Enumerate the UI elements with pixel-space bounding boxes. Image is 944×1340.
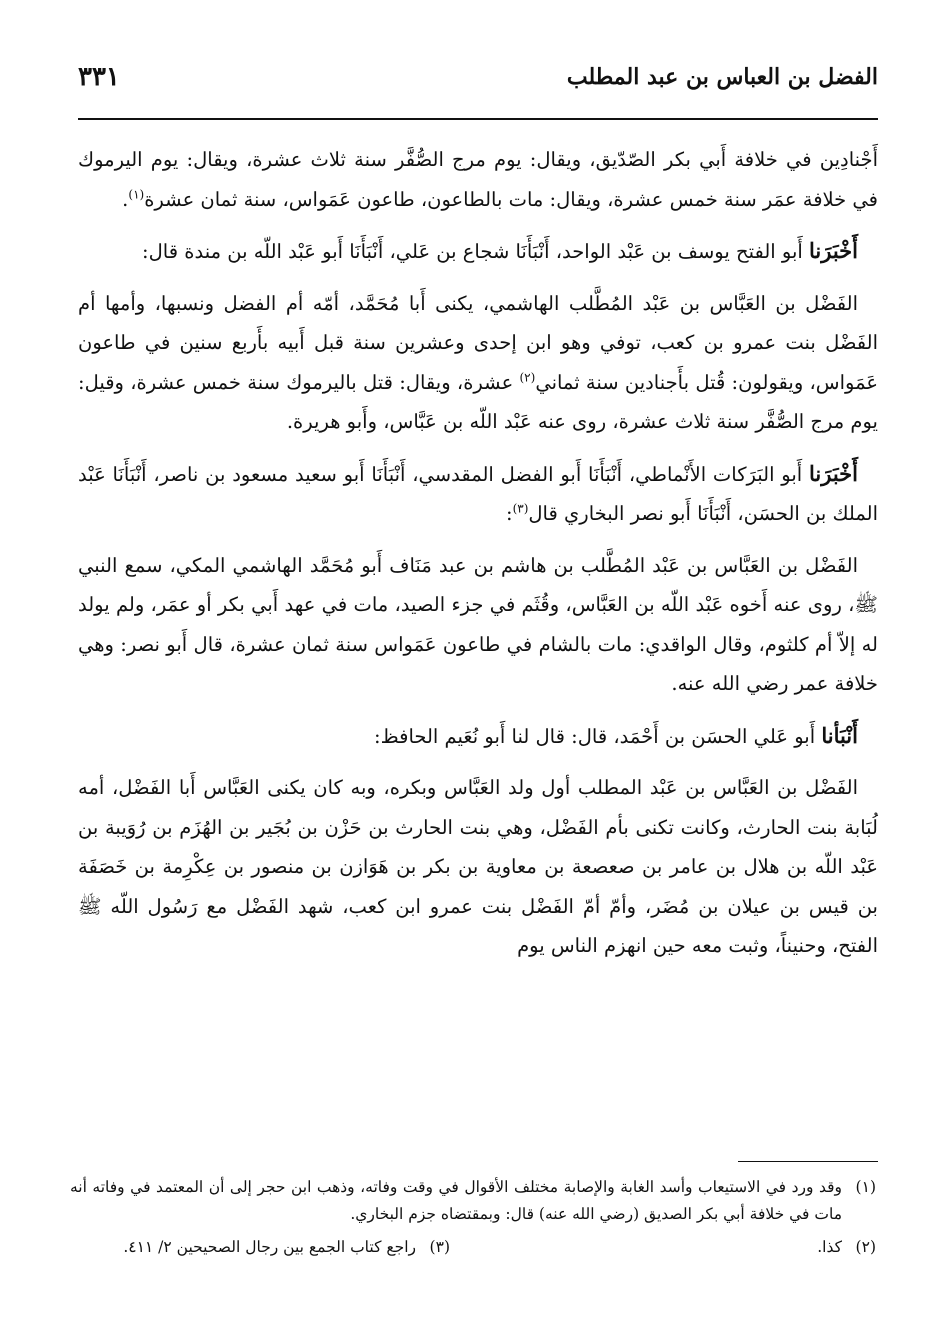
- header-rule: [78, 118, 878, 120]
- paragraph-text: أَبو البَرَكات الأَنْماطي، أَنْبَأَنَا أَبو الفضل المقدسي، أَنْبَأَنَا أَبو سعيد مسعود بن ناصر، أَنْبَأَنَا عَبْد الملك بن الحسَن، أَنْبَأَنَا أَبو نصر البخاري قال: [78, 462, 878, 525]
- paragraph-tail: عشرة، ويقال: قتل باليرموك سنة خمس عشرة، وقيل: يوم مرج الصُّفَّر سنة ثلاث عشرة، روى عنه عَبْد اللّه بن عَبَّاس، وأَبو هريرة.: [78, 370, 878, 433]
- page-header: [78, 62, 878, 102]
- paragraph-tail: :: [505, 502, 513, 525]
- isnad-paragraph: [78, 454, 878, 534]
- footnote-text: وقد ورد في الاستيعاب وأسد الغابة والإصابة مختلف الأقوال في وقت وفاته، وذهب ابن حجر إلى أن المعتمد في وفاته أنه مات في خلافة أبي بكر الصديق (رضي الله عنه) قال: وبمقتضاه جزم البخاري.: [70, 1178, 842, 1223]
- paragraph-text: أَبو الفتح يوسف بن عَبْد الواحد، أَنْبَأَنَا شجاع بن عَلي، أَنْبَأَنَا أَبو عَبْد اللّه بن مندة قال:: [142, 240, 810, 263]
- isnad-keyword: أَخْبَرَنا: [809, 238, 858, 263]
- footnote-number: (٢): [855, 1238, 876, 1256]
- isnad-keyword: أَنْبَأنا: [821, 722, 858, 748]
- narration-paragraph: [78, 546, 878, 704]
- footnote-ref: (٣): [512, 501, 529, 516]
- footnote-text: راجع كتاب الجمع بين رجال الصحيحين ٢/ ٤١١.: [123, 1238, 416, 1256]
- paragraph-text: أَبو عَلي الحسَن بن أَحْمَد، قال: قال لنا أَبو نُعَيم الحافظ:: [374, 724, 822, 748]
- main-text: [78, 140, 878, 966]
- narration-paragraph: [78, 768, 878, 966]
- footnote-rule: [738, 1161, 878, 1162]
- paragraph-text: الفَضْل بن العَبَّاس بن عَبْد المُطَّلب بن هاشم بن عبد مَنَاف أَبو مُحَمَّد الهاشمي المكي، سمع النبي ﷺ، روى عنه أَخوه عَبْد اللّه بن العَبَّاس، وقُثَم في جزء الصيد، مات في عهد أَبي بكر أو عمَر، ولم يولد له إلاّ أم كلثوم، وقال الواقدي: مات بالشام في طاعون عَمَواس سنة ثمان عشرة، قال أَبو نصر: وهي خلافة عمر رضي الله عنه.: [78, 553, 878, 695]
- footnote-1: [70, 1174, 876, 1228]
- footnotes: [70, 1174, 876, 1261]
- paragraph-text: الفَضْل بن العَبَّاس بن عَبْد المطلب أول ولد العَبَّاس وبكره، وبه كان يكنى العَبَّاس أَبا الفَضْل، أمه لُبَابة بنت الحارث، وكانت تكنى بأم الفَضْل، وهي بنت الحارث بن حَزْن بن بُجَير بن الهُزَم بن رُوَيبة بن عَبْد اللّه بن هلال بن عامر بن صعصعة بن معاوية بن بكر بن هَوَازن بن منصور بن عِكْرِمة بن خَصَفَة بن قيس بن عيلان بن مُضَر، وأمّ أمّ الفَضْل بنت عمرو ابن كعب، شهد الفَضْل مع رَسُول اللّه ﷺ الفتح، وحنيناً، وثبت معه حين انهزم الناس يوم: [78, 776, 878, 957]
- running-title: الفضل بن العباس بن عبد المطلب: [566, 64, 878, 90]
- paragraph-tail: .: [122, 187, 129, 211]
- footnote-text: كذا.: [817, 1238, 842, 1256]
- isnad-paragraph: [78, 716, 878, 757]
- footnote-3: [70, 1234, 450, 1261]
- paragraph-text: أَجْنادِين في خلافة أَبي بكر الصّدّيق، ويقال: يوم مرج الصُّفَّر سنة ثلاث عشرة، ويقال: يوم اليرموك في خلافة عمَر سنة خمس عشرة، ويقال: مات بالطاعون، طاعون عَمَواس، سنة ثمان عشرة: [78, 148, 878, 211]
- paragraph-continuation: [78, 140, 878, 219]
- footnote-number: (٣): [429, 1238, 450, 1256]
- footnote-2: [576, 1234, 876, 1261]
- isnad-keyword: أَخْبَرَنا: [809, 460, 858, 486]
- isnad-paragraph: [78, 231, 878, 272]
- footnote-row-2-3: [70, 1234, 876, 1261]
- narration-paragraph: [78, 284, 878, 442]
- paragraph-text: الفَضْل بن العَبَّاس بن عَبْد المُطَّلب الهاشمي، يكنى أَبا مُحَمَّد، أمّه أم الفضل ونسبها، وأمها أم الفَضْل بنت عمرو بن كعب، توفي وهو ابن إحدى وعشرين سنة قبل أَبيه بأَربع سنين في طاعون عَمَواس، ويقولون: قُتل بأَجنادين سنة ثماني: [78, 291, 879, 394]
- footnote-number: (١): [855, 1178, 876, 1196]
- page-number: ٣٣١: [78, 62, 120, 92]
- footnote-ref: (١): [128, 187, 145, 201]
- footnote-ref: (٢): [519, 370, 536, 384]
